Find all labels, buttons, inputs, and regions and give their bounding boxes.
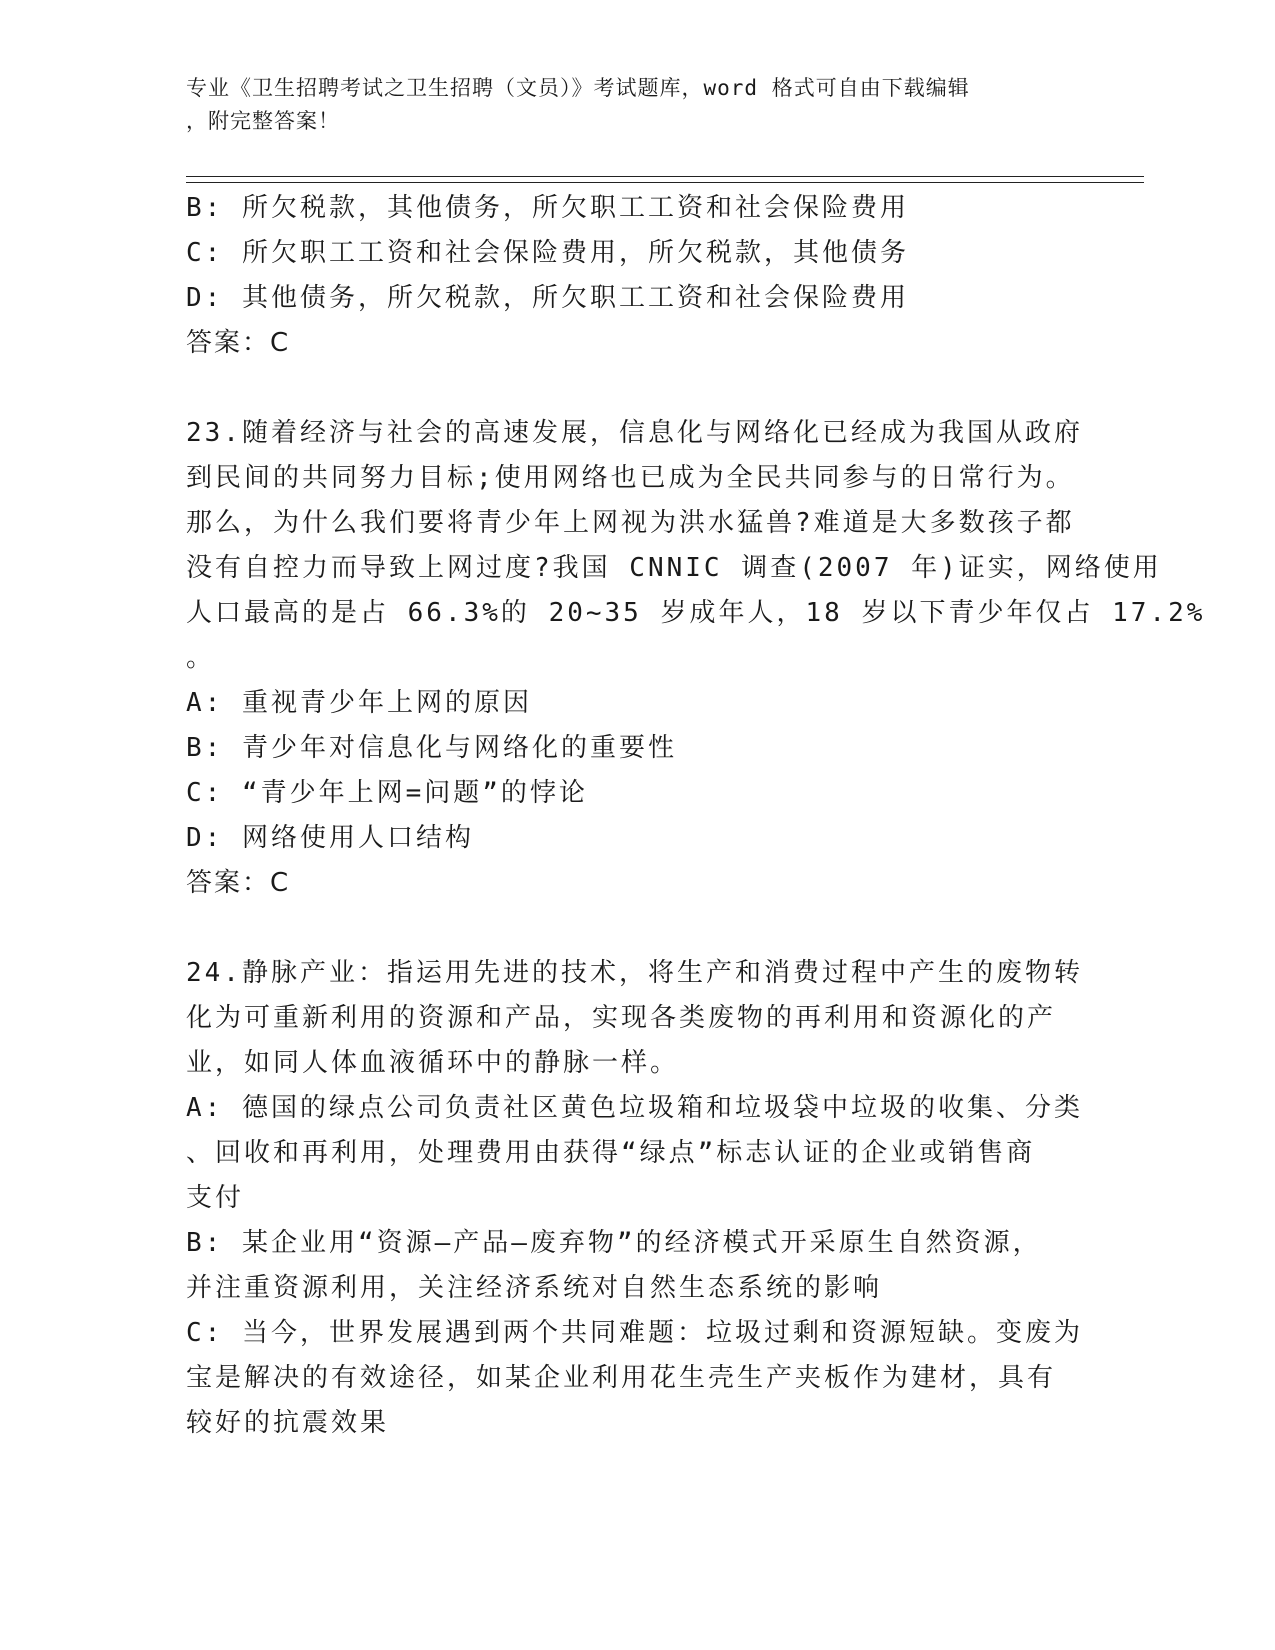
q24-option-c-line: 较好的抗震效果 — [186, 1408, 390, 1438]
header-line-2: ，附完整答案！ — [186, 109, 340, 133]
q22-option-b: B: 所欠税款，其他债务，所欠职工工资和社会保险费用 — [186, 193, 909, 223]
q24-option-a-line: 、回收和再利用，处理费用由获得“绿点”标志认证的企业或销售商 — [186, 1138, 1036, 1168]
q23-stem-line: 没有自控力而导致上网过度?我国 CNNIC 调查(2007 年)证实，网络使用 — [186, 553, 1162, 583]
q23-option-b: B: 青少年对信息化与网络化的重要性 — [186, 733, 677, 763]
q24-stem-line: 业，如同人体血液循环中的静脉一样。 — [186, 1048, 680, 1078]
question-22 — [186, 186, 1086, 366]
q23-option-a: A: 重视青少年上网的原因 — [186, 688, 532, 718]
q22-option-c: C: 所欠职工工资和社会保险费用，所欠税款，其他债务 — [186, 238, 909, 268]
q23-stem-line: 那么，为什么我们要将青少年上网视为洪水猛兽?难道是大多数孩子都 — [186, 508, 1075, 538]
spacer — [186, 906, 1086, 951]
q24-option-b-line: B: 某企业用“资源—产品—废弃物”的经济模式开采原生自然资源， — [186, 1228, 1042, 1258]
q22-option-d: D: 其他债务，所欠税款，所欠职工工资和社会保险费用 — [186, 283, 909, 313]
q23-stem-line: 。 — [186, 643, 216, 673]
question-23 — [186, 411, 1206, 906]
document-header — [186, 72, 1066, 138]
q24-option-b-line: 并注重资源利用，关注经济系统对自然生态系统的影响 — [186, 1273, 883, 1303]
q23-stem-line: 人口最高的是占 66.3%的 20~35 岁成年人，18 岁以下青少年仅占 17.2% — [186, 598, 1206, 628]
q24-stem-line: 化为可重新利用的资源和产品，实现各类废物的再利用和资源化的产 — [186, 1003, 1057, 1033]
q23-answer: 答案：C — [186, 868, 291, 898]
q24-option-a-line: 支付 — [186, 1183, 245, 1213]
header-rule-top — [186, 176, 1144, 177]
header-line-1: 专业《卫生招聘考试之卫生招聘（文员）》考试题库，word 格式可自由下载编辑 — [186, 76, 970, 100]
q24-stem-line: 24.静脉产业：指运用先进的技术，将生产和消费过程中产生的废物转 — [186, 958, 1083, 988]
q23-stem-line: 23.随着经济与社会的高速发展，信息化与网络化已经成为我国从政府 — [186, 418, 1083, 448]
header-rule-bottom — [186, 182, 1144, 183]
q23-option-d: D: 网络使用人口结构 — [186, 823, 474, 853]
q24-option-c-line: 宝是解决的有效途径，如某企业利用花生壳生产夹板作为建材，具有 — [186, 1363, 1057, 1393]
q23-stem-line: 到民间的共同努力目标;使用网络也已成为全民共同参与的日常行为。 — [186, 463, 1075, 493]
spacer — [186, 366, 1086, 411]
question-24 — [186, 951, 1086, 1446]
document-body — [186, 186, 1206, 1446]
q24-option-a-line: A: 德国的绿点公司负责社区黄色垃圾箱和垃圾袋中垃圾的收集、分类 — [186, 1093, 1083, 1123]
q22-answer: 答案：C — [186, 328, 291, 358]
q24-option-c-line: C: 当今，世界发展遇到两个共同难题：垃圾过剩和资源短缺。变废为 — [186, 1318, 1083, 1348]
q23-option-c: C: “青少年上网=问题”的悖论 — [186, 778, 588, 808]
